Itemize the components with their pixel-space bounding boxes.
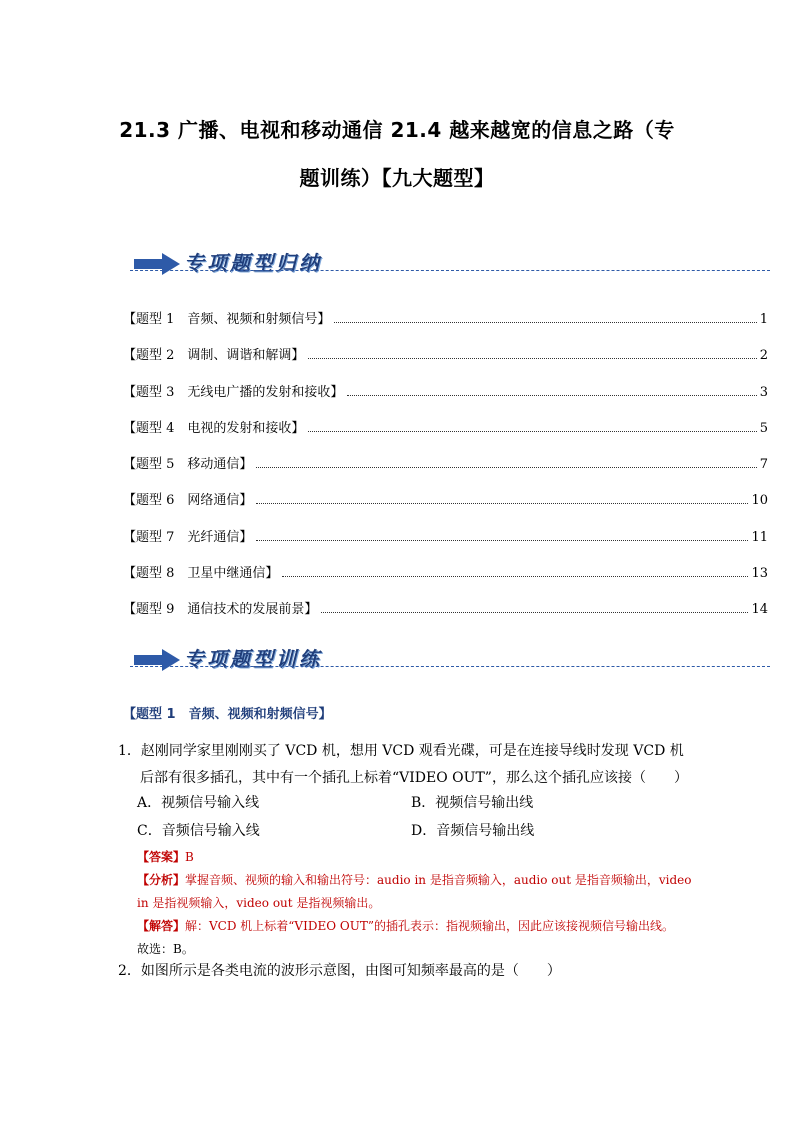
conclusion-line: 故选：B。 — [137, 942, 194, 956]
toc-entry[interactable] — [123, 597, 768, 617]
toc-leader-dots — [282, 576, 748, 577]
solution-text: 解：VCD 机上标着“VIDEO OUT”的插孔表示：指视频输出，因此应该接视频信号输出线。 — [185, 919, 674, 933]
toc-leader-dots — [256, 540, 748, 541]
banner-title: 专项题型训练 — [184, 647, 322, 671]
right-arrow-icon — [134, 649, 180, 671]
banner-title: 专项题型归纳 — [184, 251, 322, 275]
toc-entry-label: 【题型 2 调制、调谐和解调】 — [123, 348, 305, 363]
toc-entry-page: 1 — [759, 312, 768, 327]
dashed-divider — [130, 666, 770, 667]
answer-line — [137, 846, 697, 869]
toc-entry[interactable] — [123, 380, 768, 400]
toc-entry-page: 10 — [751, 493, 768, 508]
toc-leader-dots — [256, 467, 756, 468]
toc-entry[interactable] — [123, 488, 768, 508]
toc-entry-page: 2 — [759, 348, 768, 363]
toc-entry-label: 【题型 3 无线电广播的发射和接收】 — [123, 385, 344, 400]
analysis-text: 掌握音频、视频的输入和输出符号：audio in 是指音频输入，audio out 是指音频输出，video — [185, 873, 692, 887]
toc-leader-dots — [321, 612, 748, 613]
toc-entry-label: 【题型 4 电视的发射和接收】 — [123, 421, 305, 436]
option-c[interactable]: C．音频信号输入线 — [137, 823, 260, 839]
section-banner-summary — [130, 249, 770, 279]
document-title-line-1: 21.3 广播、电视和移动通信 21.4 越来越宽的信息之路（专 — [119, 118, 675, 142]
toc-leader-dots — [334, 322, 756, 323]
toc-leader-dots — [308, 431, 756, 432]
toc-entry[interactable] — [123, 416, 768, 436]
question-text-line: 1．赵刚同学家里刚刚买了 VCD 机，想用 VCD 观看光碟，可是在连接导线时发现 VCD 机 — [118, 743, 684, 759]
toc-entry-label: 【题型 7 光纤通信】 — [123, 530, 253, 545]
toc-entry[interactable] — [123, 525, 768, 545]
toc-entry-page: 13 — [751, 566, 768, 581]
toc-entry-label: 【题型 6 网络通信】 — [123, 493, 253, 508]
toc-entry[interactable] — [123, 561, 768, 581]
answer-value: B — [185, 850, 194, 864]
dashed-divider — [130, 270, 770, 271]
toc-entry[interactable] — [123, 343, 768, 363]
analysis-line-2: in 是指视频输入，video out 是指视频输出。 — [137, 896, 381, 910]
solution-key: 【解答】 — [137, 919, 186, 933]
option-a[interactable]: A．视频信号输入线 — [137, 795, 260, 811]
answer-key: 【答案】 — [137, 850, 186, 864]
toc-entry-page: 3 — [759, 385, 768, 400]
section-heading: 【题型 1 音频、视频和射频信号】 — [123, 707, 332, 722]
question-text-line: 后部有很多插孔，其中有一个插孔上标着“VIDEO OUT”，那么这个插孔应该接（ ） — [140, 770, 688, 786]
toc-leader-dots — [347, 395, 756, 396]
solution-line — [137, 915, 697, 938]
toc-entry[interactable] — [123, 452, 768, 472]
toc-leader-dots — [256, 503, 748, 504]
analysis-key: 【分析】 — [137, 873, 186, 887]
right-arrow-icon — [134, 253, 180, 275]
toc-entry[interactable] — [123, 307, 768, 327]
toc-entry-page: 14 — [751, 602, 768, 617]
toc-entry-label: 【题型 1 音频、视频和射频信号】 — [123, 312, 331, 327]
toc-entry-page: 11 — [751, 530, 768, 545]
option-d[interactable]: D．音频信号输出线 — [411, 823, 535, 839]
document-title-line-2: 题训练）【九大题型】 — [299, 166, 495, 190]
toc-entry-label: 【题型 5 移动通信】 — [123, 457, 253, 472]
option-b[interactable]: B．视频信号输出线 — [411, 795, 534, 811]
question-1 — [118, 738, 718, 792]
toc-entry-label: 【题型 9 通信技术的发展前景】 — [123, 602, 318, 617]
answer-block — [137, 846, 697, 961]
analysis-line — [137, 869, 697, 892]
question-2: 2．如图所示是各类电流的波形示意图，由图可知频率最高的是（ ） — [118, 963, 561, 979]
section-banner-training — [130, 645, 770, 675]
toc-leader-dots — [308, 358, 756, 359]
toc-entry-page: 7 — [759, 457, 768, 472]
toc-entry-page: 5 — [759, 421, 768, 436]
toc-entry-label: 【题型 8 卫星中继通信】 — [123, 566, 279, 581]
